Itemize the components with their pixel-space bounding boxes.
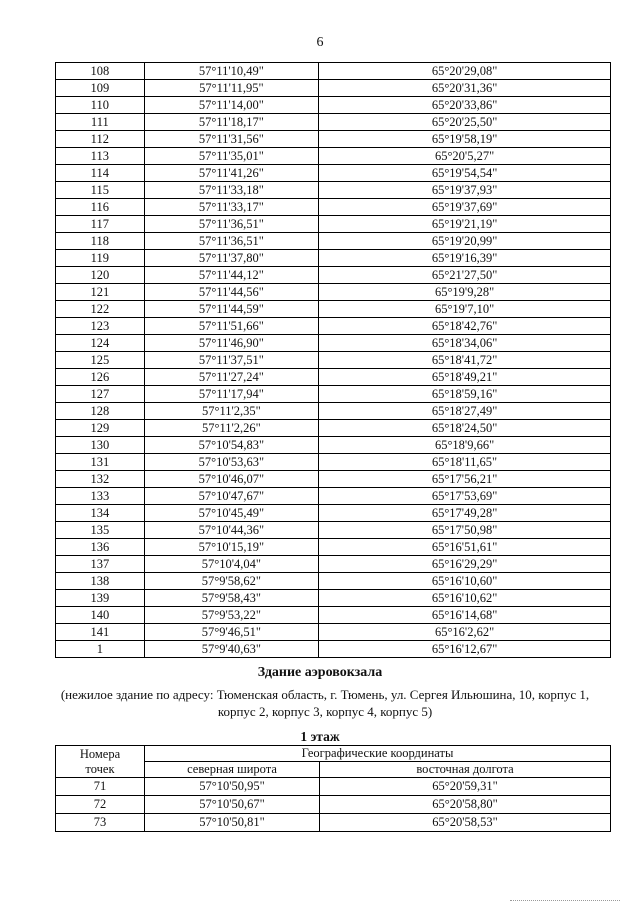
table-row [56, 471, 611, 488]
latitude-cell: 57°10'4,04" [144, 556, 318, 573]
point-number: 129 [56, 420, 145, 437]
floor-coordinates-body [56, 778, 611, 832]
longitude-cell: 65°18'42,76" [319, 318, 611, 335]
floor-coordinates-table [55, 745, 611, 832]
table-row [56, 641, 611, 658]
latitude-cell: 57°11'11,95" [144, 80, 318, 97]
point-number: 72 [56, 796, 145, 814]
table-row [56, 539, 611, 556]
boundary-coordinates-table [55, 62, 611, 658]
point-number: 140 [56, 607, 145, 624]
point-number: 124 [56, 335, 145, 352]
point-number: 141 [56, 624, 145, 641]
longitude-cell: 65°17'49,28" [319, 505, 611, 522]
table-row [56, 114, 611, 131]
latitude-cell: 57°11'18,17" [144, 114, 318, 131]
latitude-cell: 57°11'2,26" [144, 420, 318, 437]
table-row [56, 80, 611, 97]
longitude-cell: 65°19'58,19" [319, 131, 611, 148]
point-number: 132 [56, 471, 145, 488]
point-number: 115 [56, 182, 145, 199]
latitude-cell: 57°11'51,66" [144, 318, 318, 335]
table-row [56, 488, 611, 505]
point-number: 135 [56, 522, 145, 539]
table-row [56, 814, 611, 832]
longitude-cell: 65°20'5,27" [319, 148, 611, 165]
longitude-cell: 65°19'20,99" [319, 233, 611, 250]
latitude-cell: 57°10'50,81" [145, 814, 320, 832]
longitude-cell: 65°18'24,50" [319, 420, 611, 437]
table-row [56, 63, 611, 80]
longitude-cell: 65°19'37,93" [319, 182, 611, 199]
table-row [56, 437, 611, 454]
latitude-cell: 57°10'54,83" [144, 437, 318, 454]
longitude-cell: 65°19'9,28" [319, 284, 611, 301]
latitude-cell: 57°10'47,67" [144, 488, 318, 505]
longitude-cell: 65°20'58,53" [320, 814, 611, 832]
longitude-cell: 65°18'11,65" [319, 454, 611, 471]
latitude-cell: 57°11'44,59" [144, 301, 318, 318]
latitude-cell: 57°10'50,95" [145, 778, 320, 796]
table-row [56, 590, 611, 607]
latitude-cell: 57°11'17,94" [144, 386, 318, 403]
point-number: 127 [56, 386, 145, 403]
longitude-cell: 65°19'37,69" [319, 199, 611, 216]
table-row [56, 624, 611, 641]
point-number: 121 [56, 284, 145, 301]
table-row [56, 369, 611, 386]
longitude-header: восточная долгота [320, 762, 611, 778]
longitude-cell: 65°16'14,68" [319, 607, 611, 624]
latitude-cell: 57°11'31,56" [144, 131, 318, 148]
table-row [56, 233, 611, 250]
latitude-cell: 57°11'44,56" [144, 284, 318, 301]
point-number: 71 [56, 778, 145, 796]
latitude-cell: 57°11'37,80" [144, 250, 318, 267]
table-row [56, 131, 611, 148]
point-number: 126 [56, 369, 145, 386]
longitude-cell: 65°18'27,49" [319, 403, 611, 420]
point-number: 120 [56, 267, 145, 284]
latitude-cell: 57°11'36,51" [144, 233, 318, 250]
longitude-cell: 65°16'29,29" [319, 556, 611, 573]
table-row [56, 522, 611, 539]
point-number: 73 [56, 814, 145, 832]
point-number: 116 [56, 199, 145, 216]
table-row [56, 284, 611, 301]
longitude-cell: 65°20'58,80" [320, 796, 611, 814]
point-number: 110 [56, 97, 145, 114]
latitude-cell: 57°11'10,49" [144, 63, 318, 80]
latitude-cell: 57°11'41,26" [144, 165, 318, 182]
latitude-cell: 57°11'37,51" [144, 352, 318, 369]
point-number: 111 [56, 114, 145, 131]
longitude-cell: 65°18'41,72" [319, 352, 611, 369]
longitude-cell: 65°20'25,50" [319, 114, 611, 131]
latitude-cell: 57°9'53,22" [144, 607, 318, 624]
latitude-cell: 57°9'58,43" [144, 590, 318, 607]
point-number: 114 [56, 165, 145, 182]
longitude-cell: 65°19'21,19" [319, 216, 611, 233]
point-number: 118 [56, 233, 145, 250]
point-number: 112 [56, 131, 145, 148]
latitude-cell: 57°11'46,90" [144, 335, 318, 352]
latitude-cell: 57°9'58,62" [144, 573, 318, 590]
point-number: 108 [56, 63, 145, 80]
latitude-cell: 57°9'40,63" [144, 641, 318, 658]
longitude-cell: 65°16'12,67" [319, 641, 611, 658]
point-number: 137 [56, 556, 145, 573]
longitude-cell: 65°18'59,16" [319, 386, 611, 403]
table-row [56, 386, 611, 403]
table-row [56, 165, 611, 182]
table-row [56, 216, 611, 233]
table-row [56, 607, 611, 624]
table-row [56, 556, 611, 573]
latitude-cell: 57°11'2,35" [144, 403, 318, 420]
point-number: 138 [56, 573, 145, 590]
longitude-cell: 65°16'51,61" [319, 539, 611, 556]
point-number: 134 [56, 505, 145, 522]
point-number: 131 [56, 454, 145, 471]
table-row [56, 420, 611, 437]
longitude-cell: 65°17'56,21" [319, 471, 611, 488]
building-title: Здание аэровокзала [257, 665, 383, 680]
latitude-cell: 57°11'14,00" [144, 97, 318, 114]
boundary-coordinates-body [56, 63, 611, 658]
table-row [56, 778, 611, 796]
longitude-cell: 65°16'2,62" [319, 624, 611, 641]
table-row [56, 267, 611, 284]
page-number: 6 [316, 35, 324, 50]
geo-coordinates-header: Географические координаты [145, 746, 611, 762]
latitude-cell: 57°10'46,07" [144, 471, 318, 488]
point-number: 128 [56, 403, 145, 420]
table-row [56, 318, 611, 335]
longitude-cell: 65°20'33,86" [319, 97, 611, 114]
table-row [56, 454, 611, 471]
point-number: 119 [56, 250, 145, 267]
longitude-cell: 65°16'10,60" [319, 573, 611, 590]
longitude-cell: 65°18'9,66" [319, 437, 611, 454]
scan-edge-mark [510, 900, 620, 904]
latitude-cell: 57°11'44,12" [144, 267, 318, 284]
table-row [56, 505, 611, 522]
building-subtitle: (нежилое здание по адресу: Тюменская область, г. Тюмень, ул. Сергея Ильюшина, 10, корпус 1, корпус 2, корпус 3, корпус 4, корпус 5) [60, 687, 590, 719]
longitude-cell: 65°18'34,06" [319, 335, 611, 352]
longitude-cell: 65°16'10,62" [319, 590, 611, 607]
latitude-cell: 57°11'27,24" [144, 369, 318, 386]
table-row [56, 199, 611, 216]
longitude-cell: 65°18'49,21" [319, 369, 611, 386]
table-row [56, 182, 611, 199]
longitude-cell: 65°17'53,69" [319, 488, 611, 505]
longitude-cell: 65°20'31,36" [319, 80, 611, 97]
point-number: 122 [56, 301, 145, 318]
point-number: 117 [56, 216, 145, 233]
latitude-cell: 57°10'15,19" [144, 539, 318, 556]
table-row [56, 301, 611, 318]
table-row [56, 403, 611, 420]
longitude-cell: 65°19'16,39" [319, 250, 611, 267]
point-number-header [56, 746, 145, 778]
longitude-cell: 65°17'50,98" [319, 522, 611, 539]
point-number-header-line1: Номера [79, 746, 121, 761]
floor-title: 1 этаж [300, 729, 340, 744]
longitude-cell: 65°21'27,50" [319, 267, 611, 284]
table-row [56, 335, 611, 352]
point-number: 133 [56, 488, 145, 505]
table-row [56, 97, 611, 114]
point-number: 136 [56, 539, 145, 556]
point-number: 130 [56, 437, 145, 454]
point-number-header-line2: точек [85, 761, 115, 776]
point-number: 113 [56, 148, 145, 165]
longitude-cell: 65°19'7,10" [319, 301, 611, 318]
table-row [56, 796, 611, 814]
latitude-cell: 57°11'35,01" [144, 148, 318, 165]
table-row [56, 352, 611, 369]
latitude-cell: 57°10'45,49" [144, 505, 318, 522]
longitude-cell: 65°20'29,08" [319, 63, 611, 80]
point-number: 1 [56, 641, 145, 658]
latitude-cell: 57°10'44,36" [144, 522, 318, 539]
latitude-cell: 57°11'36,51" [144, 216, 318, 233]
latitude-cell: 57°9'46,51" [144, 624, 318, 641]
table-row [56, 148, 611, 165]
point-number: 125 [56, 352, 145, 369]
point-number: 139 [56, 590, 145, 607]
point-number: 123 [56, 318, 145, 335]
point-number: 109 [56, 80, 145, 97]
longitude-cell: 65°20'59,31" [320, 778, 611, 796]
latitude-cell: 57°10'50,67" [145, 796, 320, 814]
table-row [56, 250, 611, 267]
latitude-cell: 57°10'53,63" [144, 454, 318, 471]
longitude-cell: 65°19'54,54" [319, 165, 611, 182]
latitude-cell: 57°11'33,17" [144, 199, 318, 216]
latitude-header: северная широта [145, 762, 320, 778]
latitude-cell: 57°11'33,18" [144, 182, 318, 199]
table-row [56, 573, 611, 590]
